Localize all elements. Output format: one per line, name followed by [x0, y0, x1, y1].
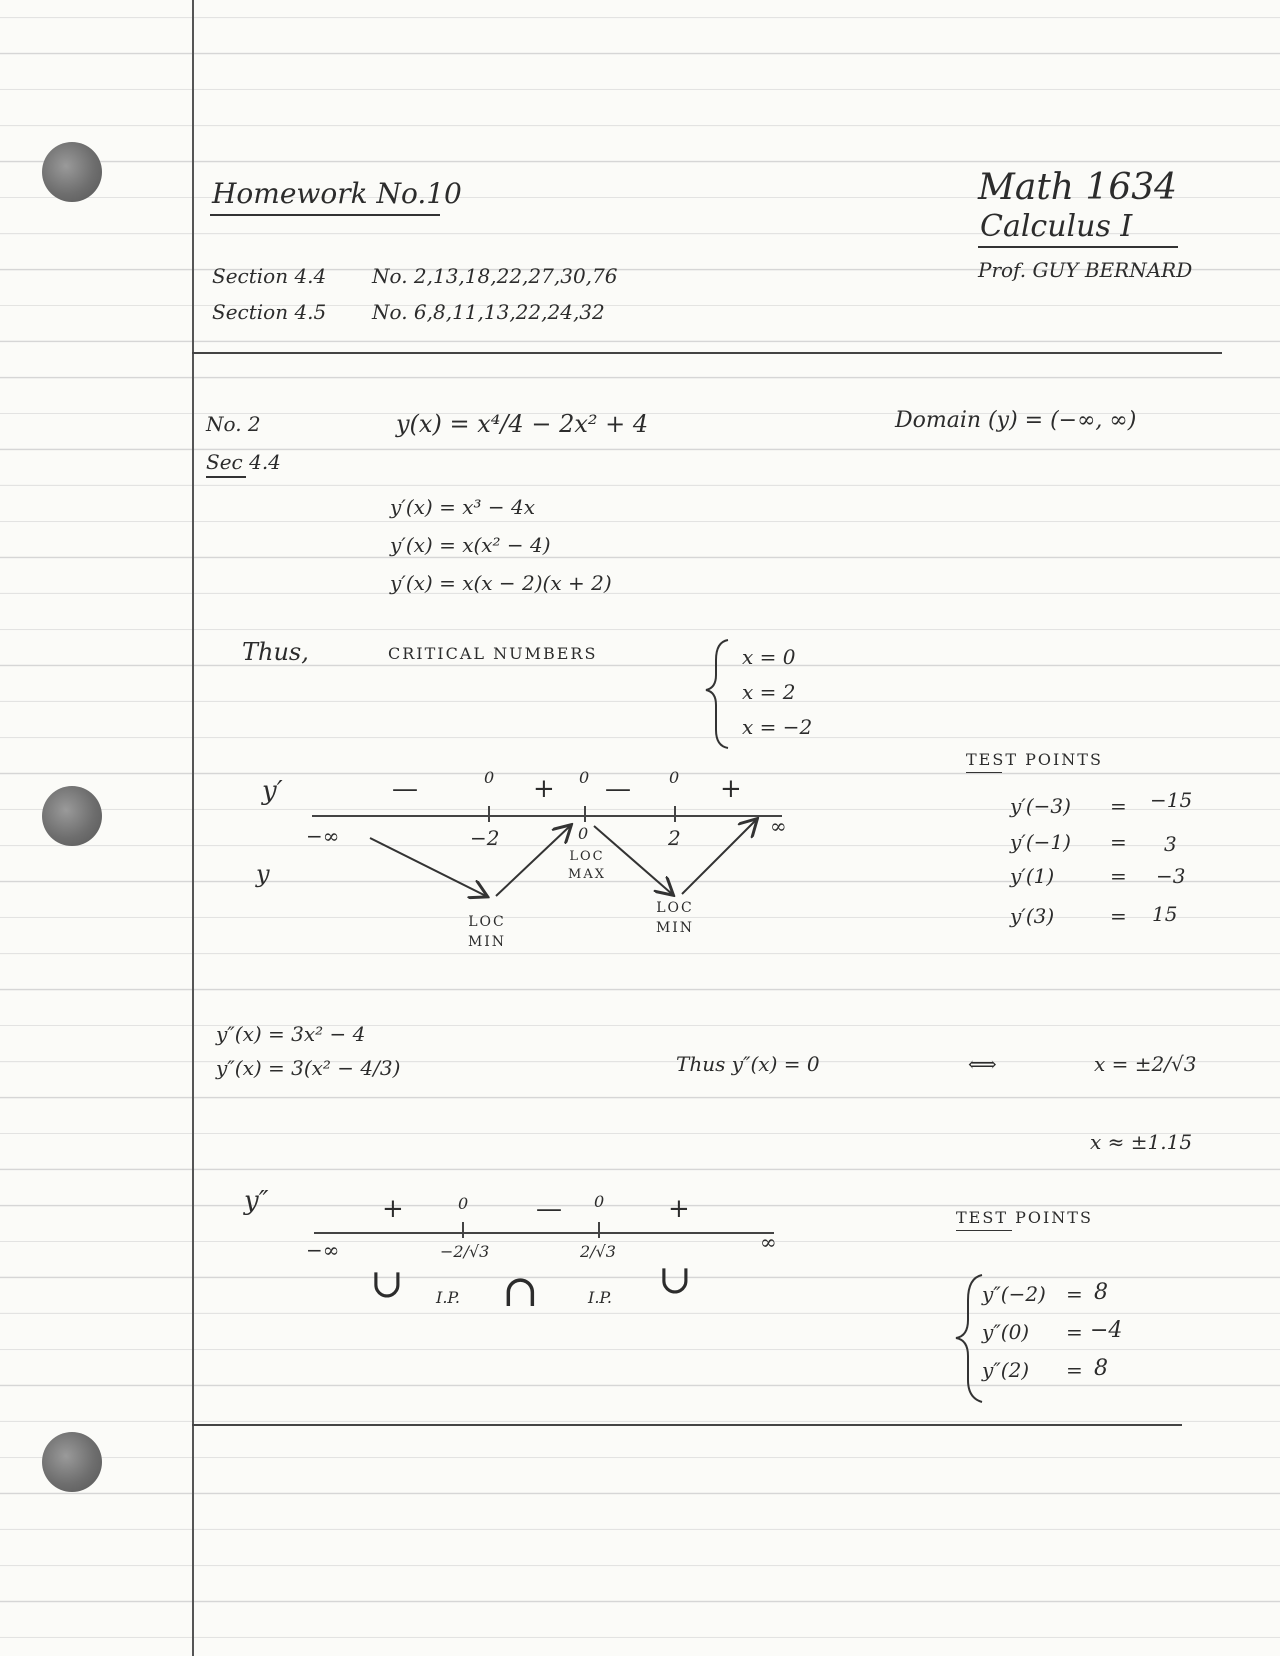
- ydoubleprime-sign-1: +: [382, 1194, 404, 1224]
- yprime-sign-3: —: [605, 774, 631, 804]
- assignment-section-1: Section 4.4: [212, 264, 327, 288]
- yprime-zero-mark-2: 0: [579, 768, 590, 787]
- second-derivative-step-1: y″(x) = 3x² − 4: [216, 1022, 366, 1046]
- yprime-row-label: y′: [262, 776, 283, 806]
- yprime-zero-mark-1: 0: [484, 768, 495, 787]
- arrow-decreasing-1: [370, 838, 486, 896]
- second-derivative-step-2: y″(x) = 3(x² − 4/3): [216, 1056, 401, 1080]
- problem-section: Sec 4.4: [206, 450, 281, 474]
- test-points-title-2: TEST POINTS: [956, 1208, 1093, 1227]
- critical-value-3: x = −2: [742, 715, 813, 739]
- arrow-increasing-1: [496, 826, 570, 896]
- test-points-title-1: TEST POINTS: [966, 750, 1103, 769]
- tick-neg-ip: [462, 1222, 464, 1238]
- assignment-problems-2: No. 6,8,11,13,22,24,32: [372, 300, 605, 324]
- course-number: Math 1634: [978, 167, 1178, 208]
- yprime-tick-neg2: −2: [470, 826, 500, 850]
- ydoubleprime-test-value-2: −4: [1090, 1318, 1123, 1343]
- ydoubleprime-tick-pos-ip: 2/√3: [580, 1242, 616, 1261]
- concave-up-2: ∪: [658, 1257, 692, 1303]
- critical-intro: Thus,: [242, 638, 309, 666]
- test-points-underline-1: [966, 772, 1002, 773]
- yprime-tick-inf: ∞: [770, 814, 787, 838]
- ydoubleprime-sign-2: —: [536, 1194, 562, 1224]
- yprime-test-value-2: 3: [1164, 832, 1177, 856]
- yprime-tick-2: 2: [668, 826, 681, 850]
- yprime-test-expr-3: y′(1): [1010, 864, 1055, 888]
- bottom-divider: [192, 1424, 1182, 1426]
- annotation-loc-min-2: LOC MIN: [655, 900, 695, 936]
- ydoubleprime-row-label: y″: [244, 1186, 269, 1216]
- yprime-sign-2: +: [533, 774, 555, 804]
- ydoubleprime-test-expr-3: y″(2): [982, 1358, 1030, 1382]
- annotation-loc-max: LOC MAX: [568, 849, 606, 882]
- ydoubleprime-tick-inf: ∞: [760, 1230, 777, 1254]
- yprime-test-value-4: 15: [1152, 902, 1178, 926]
- yprime-sign-4: +: [720, 774, 742, 804]
- yprime-sign-1: —: [392, 774, 418, 804]
- concave-down: ∩: [502, 1266, 539, 1317]
- course-name: Calculus I: [980, 209, 1133, 244]
- y-row-label: y: [256, 860, 270, 888]
- ydoubleprime-sign-3: +: [668, 1194, 690, 1224]
- derivative-step-1: y′(x) = x³ − 4x: [390, 495, 535, 519]
- yprime-test-expr-4: y′(3): [1010, 904, 1055, 928]
- inflection-label-1: I.P.: [436, 1288, 461, 1307]
- ydoubleprime-test-expr-2: y″(0): [982, 1320, 1030, 1344]
- yprime-zero-mark-3: 0: [669, 768, 680, 787]
- tick-pos-ip: [598, 1222, 600, 1238]
- second-derivative-solution: x = ±2/√3: [1094, 1052, 1197, 1076]
- professor-name: Prof. GUY BERNARD: [978, 258, 1193, 282]
- assignment-section-2: Section 4.5: [212, 300, 327, 324]
- domain-statement: Domain (y) = (−∞, ∞): [895, 408, 1137, 433]
- derivative-step-2: y′(x) = x(x² − 4): [390, 533, 551, 557]
- yprime-tick-neg-inf: −∞: [306, 824, 340, 848]
- equivalence-arrow: ⟺: [968, 1052, 997, 1076]
- homework-title: Homework No.10: [212, 177, 462, 210]
- ydoubleprime-zero-mark-1: 0: [458, 1194, 469, 1213]
- yprime-test-value-3: −3: [1156, 864, 1186, 888]
- problem-label: No. 2: [206, 412, 261, 436]
- second-derivative-conclusion: Thus y″(x) = 0: [676, 1052, 820, 1076]
- yprime-tick-0: 0: [578, 824, 589, 843]
- assignment-problems-1: No. 2,13,18,22,27,30,76: [372, 264, 618, 288]
- ydoubleprime-test-value-1: 8: [1094, 1280, 1108, 1305]
- yprime-test-expr-1: y′(−3): [1010, 794, 1071, 818]
- ydoubleprime-tick-neg-ip: −2/√3: [440, 1242, 490, 1261]
- yprime-test-expr-2: y′(−1): [1010, 830, 1071, 854]
- critical-value-1: x = 0: [742, 645, 796, 669]
- test-points-underline-2: [956, 1230, 1012, 1231]
- ydoubleprime-zero-mark-2: 0: [594, 1192, 605, 1211]
- ydoubleprime-tick-neg-inf: −∞: [306, 1238, 340, 1262]
- notebook-page: Homework No.10 Math 1634 Calculus I Prof. GUY BERNARD Section 4.4 No. 2,13,18,22,27,30,76 Section 4.5 No. 6,8,11,13,22,24,32 No. 2 Sec 4.4 y(x) = x⁴/4 − 2x² + 4 Domain (y) = (−∞, ∞) y′(x) = x³ − 4x y′(x) = x(x² − 4) y′(x) = x(x − 2)(x + 2) Thus, CRITICAL NUMBERS x = 0 x = 2 x = −2 y′ y — + — + 0 0 0 −∞ −2 0 2 ∞ LOC MIN LOC MAX LOC MIN TEST POINTS y′(−3) = −15 y′(−1) = 3 y′(1) = −3 y′(3) = 15 y″(x) = 3x² − 4 y″(x) = 3(x² − 4/3) Thus y″(x) = 0 ⟺ x = ±2/√3 x ≈ ±1.15 y″ + — + 0 0 −∞ −2/√3 2/√3 ∞ ∪ ∩ ∪ I.P. I.P. TEST POINTS y″(−2) = 8 y″(0) = −4 y″(2) = 8: [0, 0, 1280, 1656]
- yprime-test-value-1: −15: [1150, 788, 1193, 812]
- inflection-label-2: I.P.: [588, 1288, 613, 1307]
- arrow-increasing-2: [682, 820, 756, 894]
- derivative-step-3: y′(x) = x(x − 2)(x + 2): [390, 571, 612, 595]
- ydoubleprime-number-line: [314, 1232, 774, 1234]
- annotation-loc-min-1: LOC MIN: [467, 914, 507, 950]
- concave-up-1: ∪: [370, 1261, 404, 1307]
- function-definition: y(x) = x⁴/4 − 2x² + 4: [396, 410, 649, 438]
- second-derivative-approx: x ≈ ±1.15: [1090, 1130, 1193, 1154]
- critical-value-2: x = 2: [742, 680, 796, 704]
- ydoubleprime-test-value-3: 8: [1094, 1356, 1108, 1381]
- critical-numbers-label: CRITICAL NUMBERS: [388, 644, 598, 663]
- ydoubleprime-test-expr-1: y″(−2): [982, 1282, 1046, 1306]
